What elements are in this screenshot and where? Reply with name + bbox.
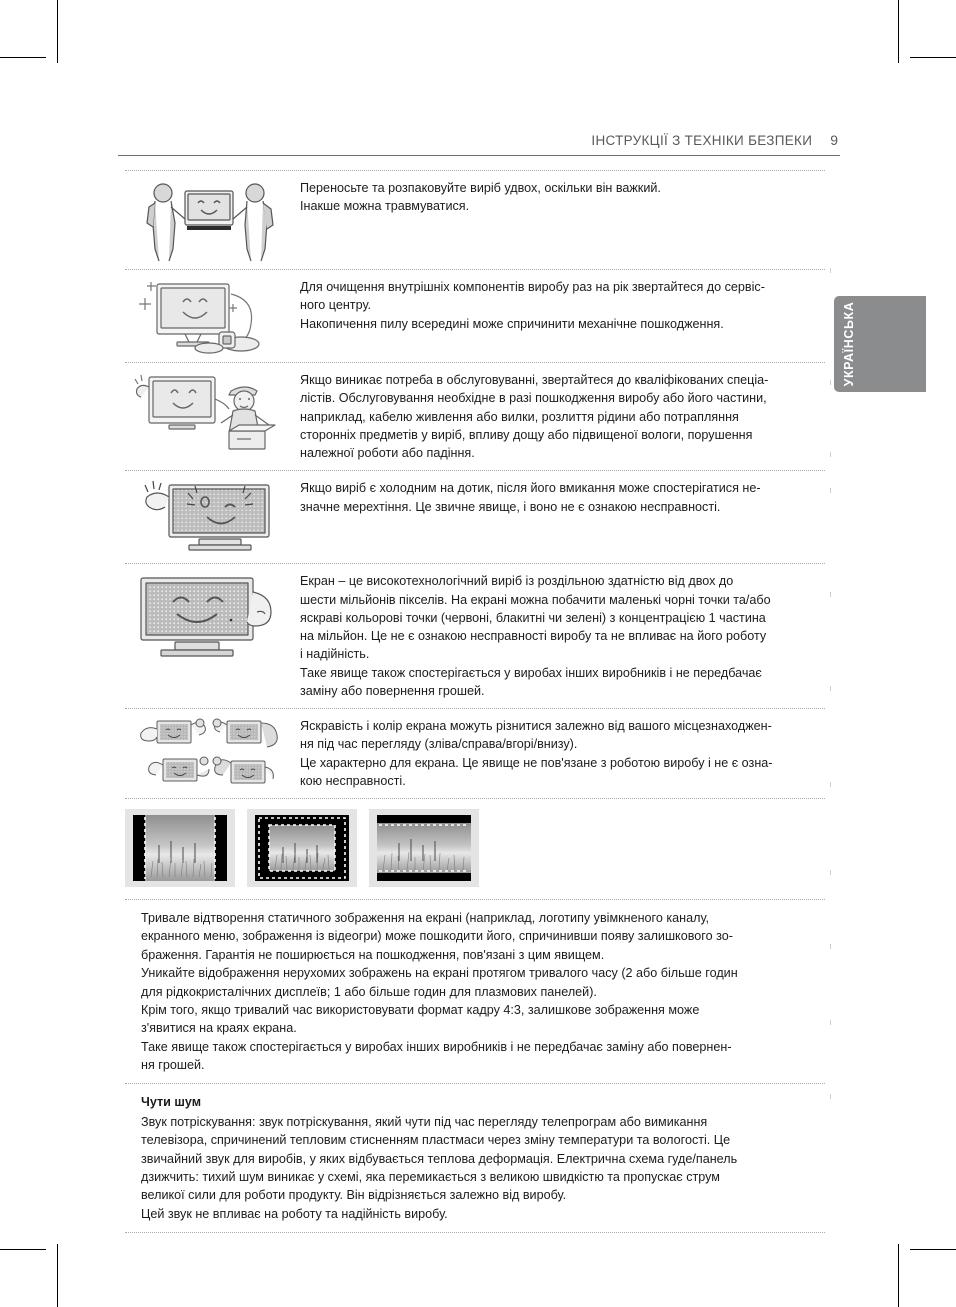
tv-pixels-smiling-icon <box>125 564 293 672</box>
row-text <box>293 270 825 341</box>
crop-mark-right-bottom <box>910 1249 956 1250</box>
block-line: великої сили для роботи продукту. Він відрізняється залежно від виробу. <box>141 1188 567 1203</box>
row-line: Інакше можна травмуватися. <box>300 199 470 214</box>
registration-tick <box>830 686 831 691</box>
row-line: Якщо виріб є холодним на дотик, після його вмикання може спостерігатися не- <box>300 481 761 496</box>
registration-tick <box>830 870 831 875</box>
row-line: Це характерно для екрана. Це явище не пов'язане з роботою виробу і не є озна- <box>300 755 773 770</box>
crop-mark-top-left <box>57 0 58 63</box>
row-text <box>293 471 825 524</box>
row-text <box>293 363 825 470</box>
page-title: ІНСТРУКЦІЇ З ТЕХНІКИ БЕЗПЕКИ <box>591 133 813 148</box>
registration-tick <box>830 452 831 457</box>
tv-viewing-angles-icon <box>125 709 293 797</box>
letterbox-aspect-photo <box>369 809 479 887</box>
row-text <box>293 564 825 708</box>
row-line: Таке явище також спостерігається у виробах інших виробників і не передбачає <box>300 665 762 680</box>
safety-instructions-table <box>125 170 825 1233</box>
row-line: Екран – це високотехнологічний виріб із роздільною здатністю від двох до <box>300 574 734 589</box>
registration-tick <box>830 488 831 493</box>
block-line: Крім того, якщо тривалий час використовувати формат кадру 4:3, залишкове зображення може <box>141 1002 700 1017</box>
block-line: екранного меню, зображення із відеогри) може пошкодити його, спричинивши появу залишкового зо- <box>141 929 733 944</box>
tv-with-vacuum-cleaner-icon <box>125 270 293 362</box>
row-line: Для очищення внутрішніх компонентів виробу раз на рік звертайтеся до сервіс- <box>300 280 765 294</box>
noise-block <box>125 1084 825 1232</box>
page-header <box>118 132 838 150</box>
row-line: на мільйон. Це не є ознакою несправності виробу та не впливає на його роботу <box>300 629 767 643</box>
block-line: дзижчить: тихий шум виникає у схемі, яка перемикається з великою швидкістю та пропускає струм <box>141 1169 720 1184</box>
crop-mark-left-bottom <box>0 1249 46 1250</box>
language-side-tab-label: УКРАЇНСЬКА <box>842 301 856 387</box>
block-line: з'явитися на краях екрана. <box>141 1021 297 1036</box>
row-separator <box>125 1232 825 1233</box>
row-line: значне мерехтіння. Це звичне явище, і воно не є ознакою несправності. <box>300 499 721 514</box>
row-line: шести мільйонів пікселів. На екрані можна побачити маленькі чорні точки та/або <box>300 592 771 607</box>
image-retention-block <box>125 900 825 1083</box>
table-row <box>125 270 825 362</box>
page-number: 9 <box>830 132 838 148</box>
windowbox-aspect-photo <box>247 809 357 887</box>
table-row <box>125 471 825 563</box>
registration-tick <box>830 380 831 385</box>
registration-tick <box>830 1020 831 1025</box>
row-line: сторонніх предметів у виріб, впливу дощу або підвищеної вологи, порушення <box>300 427 753 442</box>
row-line: наприклад, кабелю живлення або вилки, розлиття рідини або потрапляння <box>300 409 739 424</box>
crop-mark-right-top <box>910 57 956 58</box>
row-line: заміну або повернення грошей. <box>300 683 485 698</box>
table-row <box>125 564 825 708</box>
crop-mark-top-right <box>898 0 899 63</box>
pillarbox-aspect-photo <box>125 809 235 887</box>
block-line: Тривале відтворення статичного зображення на екрані (наприклад, логотипу увімкненого каналу, <box>141 911 710 925</box>
block-line: Цей звук не впливає на роботу та надійність виробу. <box>141 1206 448 1221</box>
header-divider <box>118 155 840 156</box>
aspect-ratio-photo-strip <box>125 799 825 899</box>
row-text <box>293 709 825 798</box>
row-line: Переносьте та розпаковуйте виріб удвох, оскільки він важкий. <box>300 181 661 195</box>
tv-winking-flickering-icon <box>125 471 293 563</box>
row-line: кою несправності. <box>300 773 406 788</box>
tv-with-service-technician-icon <box>125 363 293 459</box>
crop-mark-bottom-right <box>898 1244 899 1307</box>
row-line: і надійність. <box>300 647 370 662</box>
block-line: для рідкокристалічних дисплеїв; 1 або більше годин для плазмових панелей). <box>141 984 597 999</box>
row-line: ня під час перегляду (зліва/справа/вгорі/внизу). <box>300 737 578 752</box>
row-line: належної роботи або падіння. <box>300 446 475 460</box>
row-line: яскраві кольорові точки (червоні, блакитні чи зелені) з концентрацією 1 частина <box>300 610 766 625</box>
block-line: ня грошей. <box>141 1058 205 1072</box>
block-line: звичайний звук для виробів, у яких відбувається теплова деформація. Електрична схема гуде/панель <box>141 1151 738 1166</box>
block-line: Таке явище також спостерігається у виробах інших виробників і не передбачає заміну або повернен- <box>141 1039 732 1054</box>
crop-mark-left-top <box>0 57 46 58</box>
crop-mark-bottom-left <box>57 1244 58 1307</box>
row-line: лістів. Обслуговування необхідне в разі пошкодження виробу або його частини, <box>300 391 767 406</box>
block-line: телевізора, спричинений тепловим стисненням пластмаси через зміну температури та вологості. Це <box>141 1133 731 1148</box>
table-row <box>125 171 825 269</box>
registration-tick <box>830 592 831 597</box>
block-line: Уникайте відображення нерухомих зображень на екрані протягом тривалого часу (2 або більше годин <box>141 966 738 981</box>
table-row <box>125 363 825 470</box>
language-side-tab <box>834 296 926 392</box>
block-line: браження. Гарантія не поширюється на пошкодження, пов'язані з цим явищем. <box>141 947 605 962</box>
table-row <box>125 709 825 798</box>
noise-block-heading: Чути шум <box>141 1095 202 1110</box>
registration-tick <box>830 268 831 273</box>
row-text <box>293 171 825 224</box>
row-line: Яскравість і колір екрана можуть різнитися залежно від вашого місцезнаходжен- <box>300 719 772 733</box>
row-line: Якщо виникає потреба в обслуговуванні, звертайтеся до кваліфікованих спеціа- <box>300 373 769 387</box>
registration-tick <box>830 944 831 949</box>
row-line: ного центру. <box>300 298 371 313</box>
two-people-carrying-tv-icon <box>125 171 293 269</box>
registration-tick <box>830 782 831 787</box>
row-line: Накопичення пилу всередині може спричинити механічне пошкодження. <box>300 316 724 331</box>
block-line: Звук потріскування: звук потріскування, який чути під час перегляду телепрограм або вимикання <box>141 1114 708 1129</box>
registration-tick <box>830 1094 831 1099</box>
